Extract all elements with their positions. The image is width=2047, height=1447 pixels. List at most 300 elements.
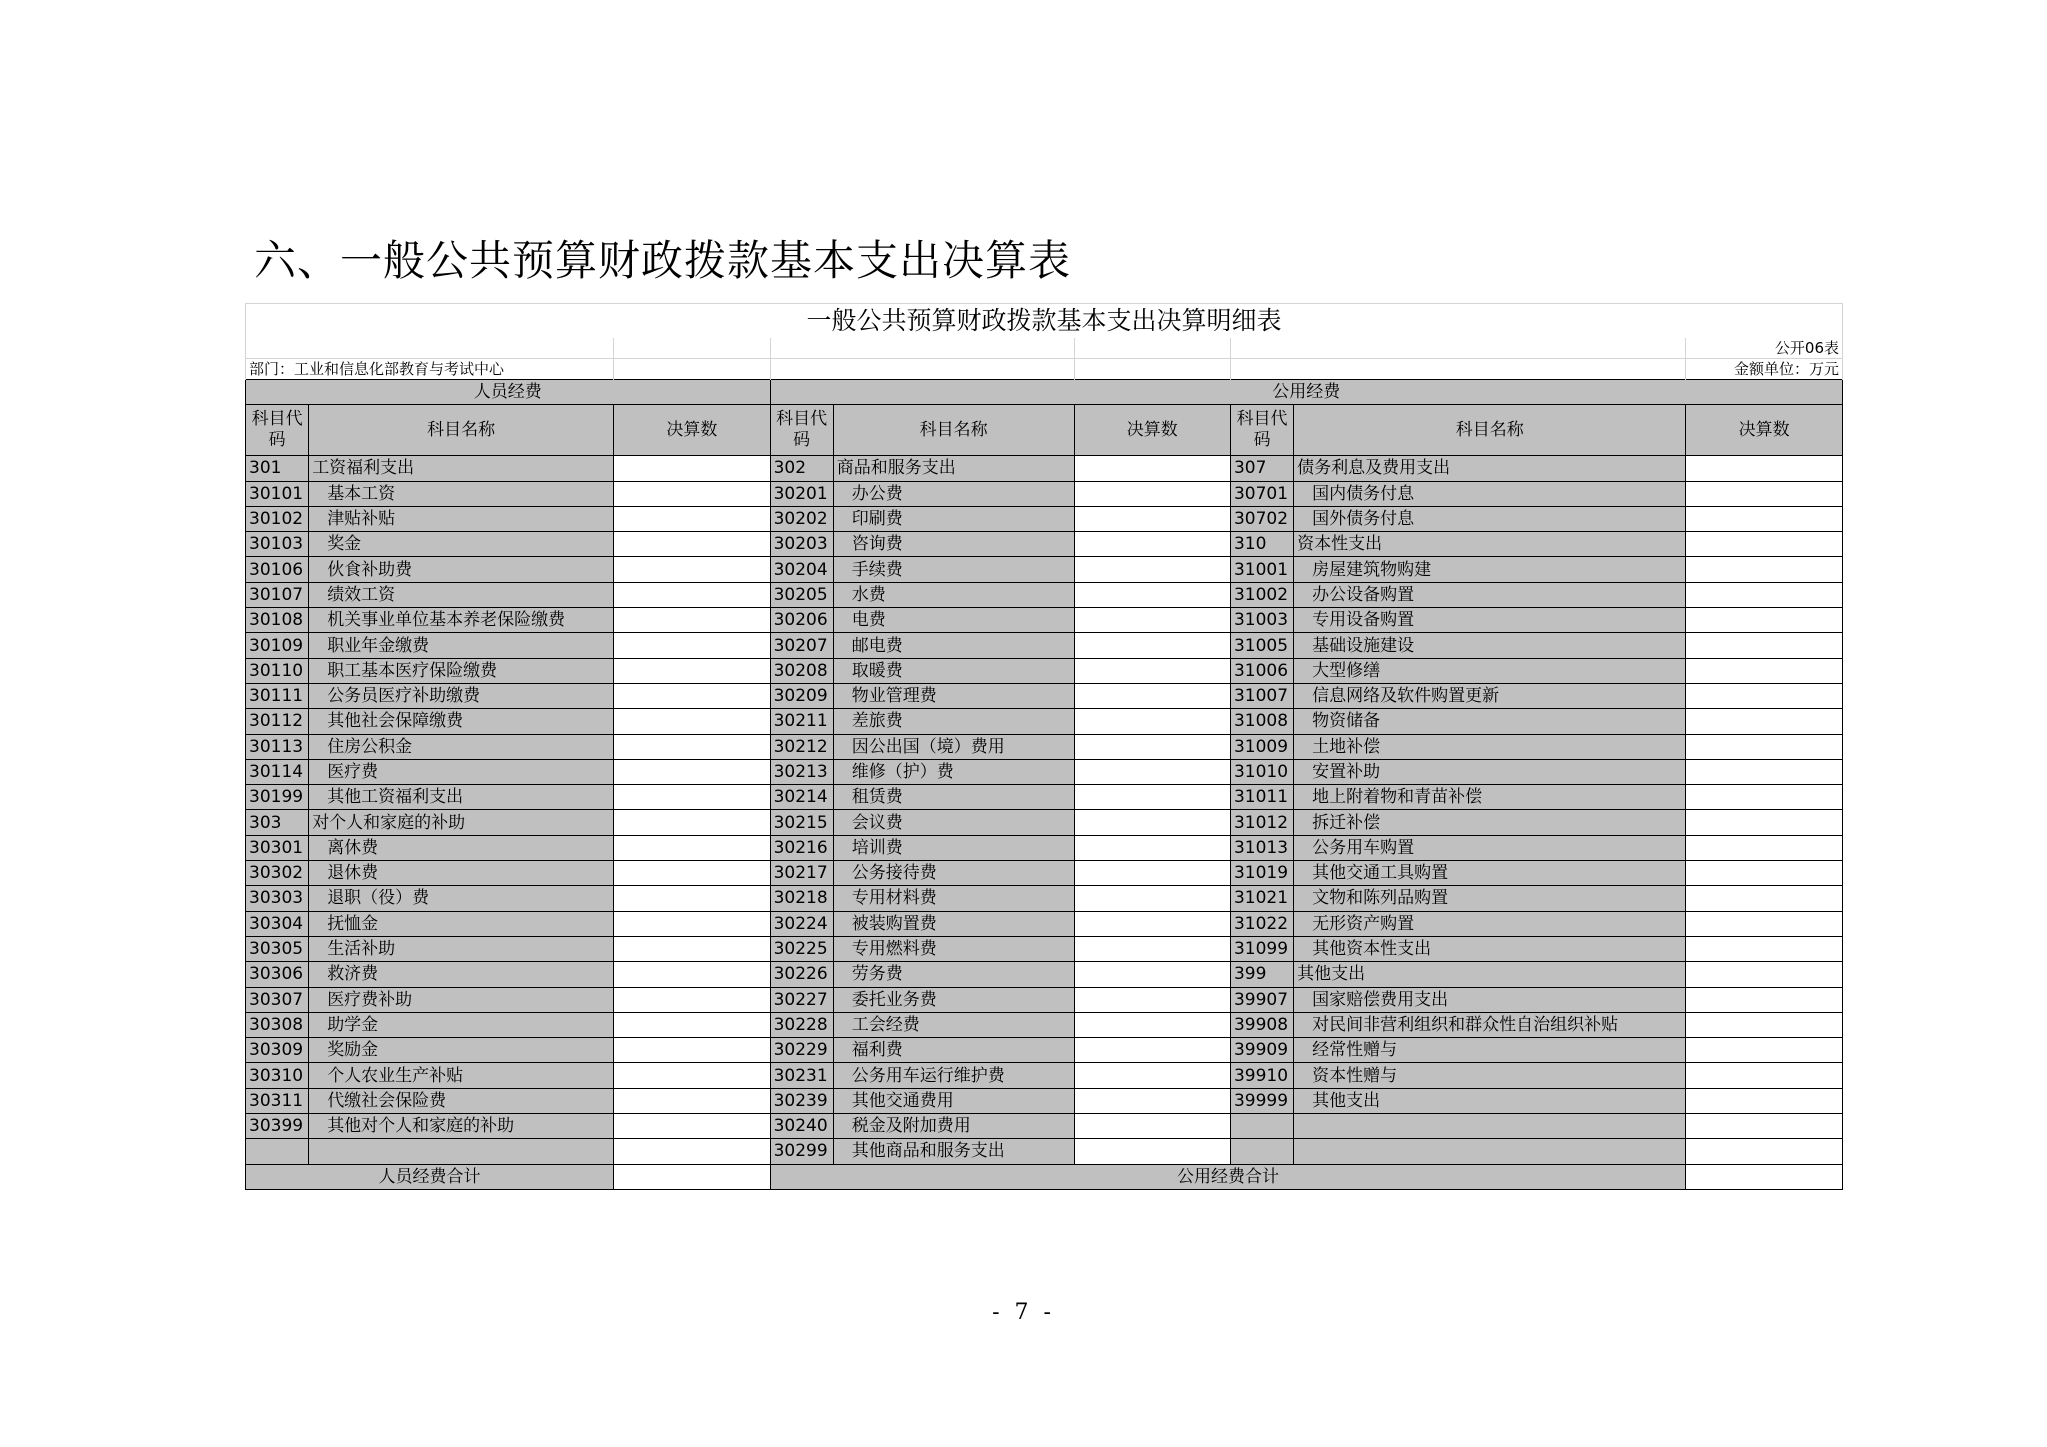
subject-code: 31008 bbox=[1230, 709, 1293, 734]
amount-cell bbox=[614, 582, 770, 607]
amount-cell bbox=[1074, 861, 1230, 886]
subject-code: 30211 bbox=[770, 709, 833, 734]
subject-code: 30112 bbox=[246, 709, 309, 734]
subject-name: 电费 bbox=[833, 608, 1074, 633]
subject-name: 住房公积金 bbox=[309, 734, 614, 759]
amount-cell bbox=[1686, 962, 1843, 987]
subject-name: 专用燃料费 bbox=[833, 936, 1074, 961]
amount-cell bbox=[1074, 734, 1230, 759]
amount-cell bbox=[1074, 835, 1230, 860]
amount-cell bbox=[1074, 683, 1230, 708]
subject-name: 资本性赠与 bbox=[1294, 1063, 1686, 1088]
subject-name: 退休费 bbox=[309, 861, 614, 886]
amount-cell bbox=[614, 936, 770, 961]
amount-cell bbox=[1686, 810, 1843, 835]
subject-code: 31003 bbox=[1230, 608, 1293, 633]
subject-code: 30231 bbox=[770, 1063, 833, 1088]
subject-name bbox=[1294, 1114, 1686, 1139]
subject-code: 30103 bbox=[246, 532, 309, 557]
amount-cell bbox=[1686, 633, 1843, 658]
amount-cell bbox=[1074, 1038, 1230, 1063]
amount-cell bbox=[1686, 1139, 1843, 1164]
subject-name: 救济费 bbox=[309, 962, 614, 987]
subject-code: 31011 bbox=[1230, 785, 1293, 810]
table-row bbox=[246, 506, 1843, 531]
amount-cell bbox=[1686, 658, 1843, 683]
amount-cell bbox=[1074, 633, 1230, 658]
amount-cell bbox=[1686, 1012, 1843, 1037]
subject-code: 30214 bbox=[770, 785, 833, 810]
table-row bbox=[246, 886, 1843, 911]
subject-code bbox=[1230, 1114, 1293, 1139]
subject-name: 邮电费 bbox=[833, 633, 1074, 658]
subject-name: 劳务费 bbox=[833, 962, 1074, 987]
subject-name: 对个人和家庭的补助 bbox=[309, 810, 614, 835]
amount-cell bbox=[614, 734, 770, 759]
table-row bbox=[246, 1139, 1843, 1164]
subject-name: 基础设施建设 bbox=[1294, 633, 1686, 658]
subject-code: 30203 bbox=[770, 532, 833, 557]
subject-name: 个人农业生产补贴 bbox=[309, 1063, 614, 1088]
subject-code: 31019 bbox=[1230, 861, 1293, 886]
subject-name: 伙食补助费 bbox=[309, 557, 614, 582]
subject-name: 因公出国（境）费用 bbox=[833, 734, 1074, 759]
subject-code: 39910 bbox=[1230, 1063, 1293, 1088]
amount-cell bbox=[1686, 1038, 1843, 1063]
amount-cell bbox=[1686, 1063, 1843, 1088]
table-row bbox=[246, 608, 1843, 633]
subject-name: 国外债务付息 bbox=[1294, 506, 1686, 531]
subject-name: 印刷费 bbox=[833, 506, 1074, 531]
subject-name: 机关事业单位基本养老保险缴费 bbox=[309, 608, 614, 633]
col-amount-header: 决算数 bbox=[1686, 405, 1843, 456]
subject-code: 30213 bbox=[770, 759, 833, 784]
subject-code: 30310 bbox=[246, 1063, 309, 1088]
amount-cell bbox=[614, 785, 770, 810]
subject-code: 30107 bbox=[246, 582, 309, 607]
subject-code: 30205 bbox=[770, 582, 833, 607]
subject-name: 助学金 bbox=[309, 1012, 614, 1037]
amount-cell bbox=[1074, 481, 1230, 506]
amount-cell bbox=[614, 633, 770, 658]
department-label: 部门：工业和信息化部教育与考试中心 bbox=[246, 359, 614, 380]
subject-code: 31007 bbox=[1230, 683, 1293, 708]
amount-cell bbox=[1686, 1088, 1843, 1113]
subject-name: 差旅费 bbox=[833, 709, 1074, 734]
table-row bbox=[246, 1038, 1843, 1063]
table-row bbox=[246, 936, 1843, 961]
amount-cell bbox=[614, 1139, 770, 1164]
subject-code: 30227 bbox=[770, 987, 833, 1012]
subject-code: 30215 bbox=[770, 810, 833, 835]
subject-code: 30228 bbox=[770, 1012, 833, 1037]
subject-code: 30701 bbox=[1230, 481, 1293, 506]
amount-cell bbox=[1074, 709, 1230, 734]
subject-name: 退职（役）费 bbox=[309, 886, 614, 911]
subject-code: 30217 bbox=[770, 861, 833, 886]
amount-cell bbox=[1686, 557, 1843, 582]
subject-code: 30212 bbox=[770, 734, 833, 759]
subject-code: 303 bbox=[246, 810, 309, 835]
amount-cell bbox=[1074, 886, 1230, 911]
amount-cell bbox=[1074, 1139, 1230, 1164]
subject-code: 301 bbox=[246, 456, 309, 481]
subject-name: 国内债务付息 bbox=[1294, 481, 1686, 506]
subject-name: 取暖费 bbox=[833, 658, 1074, 683]
subject-code: 30308 bbox=[246, 1012, 309, 1037]
subject-code: 30111 bbox=[246, 683, 309, 708]
expenditure-detail-table bbox=[245, 303, 1843, 1190]
subject-name: 其他支出 bbox=[1294, 1088, 1686, 1113]
subject-name: 职业年金缴费 bbox=[309, 633, 614, 658]
subject-code: 30113 bbox=[246, 734, 309, 759]
amount-cell bbox=[614, 759, 770, 784]
subject-code: 30216 bbox=[770, 835, 833, 860]
amount-cell bbox=[614, 911, 770, 936]
col-amount-header: 决算数 bbox=[614, 405, 770, 456]
subject-name: 租赁费 bbox=[833, 785, 1074, 810]
subject-code: 31012 bbox=[1230, 810, 1293, 835]
subject-name: 水费 bbox=[833, 582, 1074, 607]
subject-code: 39909 bbox=[1230, 1038, 1293, 1063]
subject-code: 302 bbox=[770, 456, 833, 481]
amount-cell bbox=[614, 962, 770, 987]
amount-cell bbox=[1074, 582, 1230, 607]
amount-cell bbox=[614, 1088, 770, 1113]
table-row bbox=[246, 683, 1843, 708]
amount-cell bbox=[1074, 1088, 1230, 1113]
subject-code: 31013 bbox=[1230, 835, 1293, 860]
table-row bbox=[246, 456, 1843, 481]
subject-code: 31005 bbox=[1230, 633, 1293, 658]
table-row bbox=[246, 557, 1843, 582]
subject-code: 30239 bbox=[770, 1088, 833, 1113]
subject-name: 信息网络及软件购置更新 bbox=[1294, 683, 1686, 708]
subject-name: 津贴补贴 bbox=[309, 506, 614, 531]
subject-name: 文物和陈列品购置 bbox=[1294, 886, 1686, 911]
subject-code: 30199 bbox=[246, 785, 309, 810]
amount-cell bbox=[614, 886, 770, 911]
subject-code: 39907 bbox=[1230, 987, 1293, 1012]
amount-cell bbox=[1686, 608, 1843, 633]
subject-code: 30304 bbox=[246, 911, 309, 936]
table-title: 一般公共预算财政拨款基本支出决算明细表 bbox=[246, 304, 1843, 339]
table-row bbox=[246, 1012, 1843, 1037]
subject-code: 30306 bbox=[246, 962, 309, 987]
subject-code: 30399 bbox=[246, 1114, 309, 1139]
subject-code: 30101 bbox=[246, 481, 309, 506]
subject-name: 办公设备购置 bbox=[1294, 582, 1686, 607]
table-row bbox=[246, 987, 1843, 1012]
subject-name: 抚恤金 bbox=[309, 911, 614, 936]
subject-name: 公务接待费 bbox=[833, 861, 1074, 886]
subject-code: 30207 bbox=[770, 633, 833, 658]
amount-cell bbox=[1074, 1063, 1230, 1088]
table-row bbox=[246, 582, 1843, 607]
subject-code: 30208 bbox=[770, 658, 833, 683]
subject-name: 地上附着物和青苗补偿 bbox=[1294, 785, 1686, 810]
table-row bbox=[246, 785, 1843, 810]
subject-code: 31099 bbox=[1230, 936, 1293, 961]
table-row bbox=[246, 481, 1843, 506]
amount-cell bbox=[1686, 481, 1843, 506]
subject-code: 30305 bbox=[246, 936, 309, 961]
subject-code: 31021 bbox=[1230, 886, 1293, 911]
subject-name: 会议费 bbox=[833, 810, 1074, 835]
page-number: - 7 - bbox=[992, 1300, 1055, 1325]
table-row bbox=[246, 633, 1843, 658]
amount-cell bbox=[1686, 987, 1843, 1012]
amount-cell bbox=[1074, 557, 1230, 582]
amount-cell bbox=[614, 532, 770, 557]
amount-cell bbox=[1686, 785, 1843, 810]
subject-code: 30204 bbox=[770, 557, 833, 582]
total-personnel-label: 人员经费合计 bbox=[246, 1164, 614, 1189]
subject-code: 31010 bbox=[1230, 759, 1293, 784]
amount-cell bbox=[1686, 532, 1843, 557]
subject-name: 职工基本医疗保险缴费 bbox=[309, 658, 614, 683]
amount-cell bbox=[614, 861, 770, 886]
subject-code: 30108 bbox=[246, 608, 309, 633]
subject-name: 其他交通费用 bbox=[833, 1088, 1074, 1113]
subject-code: 307 bbox=[1230, 456, 1293, 481]
subject-name: 土地补偿 bbox=[1294, 734, 1686, 759]
table-row bbox=[246, 1088, 1843, 1113]
subject-code: 31002 bbox=[1230, 582, 1293, 607]
subject-name: 被装购置费 bbox=[833, 911, 1074, 936]
table-row bbox=[246, 962, 1843, 987]
subject-code: 30102 bbox=[246, 506, 309, 531]
subject-code: 31022 bbox=[1230, 911, 1293, 936]
subject-name: 手续费 bbox=[833, 557, 1074, 582]
subject-code: 30114 bbox=[246, 759, 309, 784]
subject-name: 税金及附加费用 bbox=[833, 1114, 1074, 1139]
amount-cell bbox=[1686, 734, 1843, 759]
subject-code: 30302 bbox=[246, 861, 309, 886]
total-public-amount bbox=[1686, 1164, 1843, 1189]
subject-name: 工会经费 bbox=[833, 1012, 1074, 1037]
section-public-header: 公用经费 bbox=[770, 380, 1842, 405]
col-amount-header: 决算数 bbox=[1074, 405, 1230, 456]
subject-code: 30106 bbox=[246, 557, 309, 582]
subject-name: 工资福利支出 bbox=[309, 456, 614, 481]
subject-name: 医疗费补助 bbox=[309, 987, 614, 1012]
subject-code: 39908 bbox=[1230, 1012, 1293, 1037]
col-name-header: 科目名称 bbox=[1294, 405, 1686, 456]
subject-code: 30225 bbox=[770, 936, 833, 961]
subject-code: 30110 bbox=[246, 658, 309, 683]
unit-label: 金额单位：万元 bbox=[1686, 359, 1843, 380]
subject-name: 对民间非营利组织和群众性自治组织补贴 bbox=[1294, 1012, 1686, 1037]
table-row bbox=[246, 810, 1843, 835]
amount-cell bbox=[614, 987, 770, 1012]
subject-name: 医疗费 bbox=[309, 759, 614, 784]
amount-cell bbox=[1686, 1114, 1843, 1139]
subject-name: 大型修缮 bbox=[1294, 658, 1686, 683]
table-row bbox=[246, 759, 1843, 784]
table-row bbox=[246, 1063, 1843, 1088]
amount-cell bbox=[1074, 911, 1230, 936]
table-row bbox=[246, 861, 1843, 886]
amount-cell bbox=[1074, 456, 1230, 481]
subject-name: 其他对个人和家庭的补助 bbox=[309, 1114, 614, 1139]
amount-cell bbox=[614, 456, 770, 481]
amount-cell bbox=[614, 1114, 770, 1139]
subject-name: 物业管理费 bbox=[833, 683, 1074, 708]
subject-code: 30301 bbox=[246, 835, 309, 860]
subject-code: 30309 bbox=[246, 1038, 309, 1063]
subject-code: 310 bbox=[1230, 532, 1293, 557]
subject-code bbox=[246, 1139, 309, 1164]
amount-cell bbox=[614, 1063, 770, 1088]
amount-cell bbox=[1686, 835, 1843, 860]
amount-cell bbox=[614, 481, 770, 506]
amount-cell bbox=[614, 1012, 770, 1037]
amount-cell bbox=[1686, 886, 1843, 911]
subject-code: 30303 bbox=[246, 886, 309, 911]
subject-name: 公务用车运行维护费 bbox=[833, 1063, 1074, 1088]
subject-code: 30229 bbox=[770, 1038, 833, 1063]
table-row bbox=[246, 911, 1843, 936]
amount-cell bbox=[1686, 709, 1843, 734]
subject-code: 399 bbox=[1230, 962, 1293, 987]
col-code-header: 科目代码 bbox=[770, 405, 833, 456]
amount-cell bbox=[1686, 456, 1843, 481]
page-title: 六、一般公共预算财政拨款基本支出决算表 bbox=[254, 236, 1072, 285]
amount-cell bbox=[1074, 785, 1230, 810]
total-personnel-amount bbox=[614, 1164, 770, 1189]
subject-code: 31009 bbox=[1230, 734, 1293, 759]
amount-cell bbox=[1074, 987, 1230, 1012]
subject-name: 商品和服务支出 bbox=[833, 456, 1074, 481]
amount-cell bbox=[1074, 532, 1230, 557]
form-code: 公开06表 bbox=[1686, 338, 1843, 359]
subject-code: 30226 bbox=[770, 962, 833, 987]
subject-code: 30206 bbox=[770, 608, 833, 633]
total-public-label: 公用经费合计 bbox=[770, 1164, 1686, 1189]
amount-cell bbox=[1074, 759, 1230, 784]
subject-code: 30240 bbox=[770, 1114, 833, 1139]
amount-cell bbox=[1074, 962, 1230, 987]
subject-name: 其他社会保障缴费 bbox=[309, 709, 614, 734]
amount-cell bbox=[1686, 911, 1843, 936]
subject-name: 奖金 bbox=[309, 532, 614, 557]
amount-cell bbox=[1074, 1114, 1230, 1139]
subject-name: 委托业务费 bbox=[833, 987, 1074, 1012]
subject-name: 基本工资 bbox=[309, 481, 614, 506]
table-row bbox=[246, 658, 1843, 683]
amount-cell bbox=[614, 810, 770, 835]
table-row bbox=[246, 1114, 1843, 1139]
subject-name: 绩效工资 bbox=[309, 582, 614, 607]
col-code-header: 科目代码 bbox=[1230, 405, 1293, 456]
subject-name: 安置补助 bbox=[1294, 759, 1686, 784]
subject-code: 30109 bbox=[246, 633, 309, 658]
subject-name: 福利费 bbox=[833, 1038, 1074, 1063]
subject-name: 奖励金 bbox=[309, 1038, 614, 1063]
subject-name: 债务利息及费用支出 bbox=[1294, 456, 1686, 481]
subject-name: 生活补助 bbox=[309, 936, 614, 961]
subject-code: 31001 bbox=[1230, 557, 1293, 582]
subject-code: 31006 bbox=[1230, 658, 1293, 683]
subject-code: 30299 bbox=[770, 1139, 833, 1164]
table-row bbox=[246, 709, 1843, 734]
amount-cell bbox=[614, 557, 770, 582]
amount-cell bbox=[614, 709, 770, 734]
subject-name: 国家赔偿费用支出 bbox=[1294, 987, 1686, 1012]
subject-code: 30201 bbox=[770, 481, 833, 506]
table-row bbox=[246, 734, 1843, 759]
subject-name: 房屋建筑物购建 bbox=[1294, 557, 1686, 582]
subject-name: 其他商品和服务支出 bbox=[833, 1139, 1074, 1164]
col-code-header: 科目代码 bbox=[246, 405, 309, 456]
subject-name: 专用材料费 bbox=[833, 886, 1074, 911]
subject-name: 其他支出 bbox=[1294, 962, 1686, 987]
subject-name: 其他资本性支出 bbox=[1294, 936, 1686, 961]
subject-name bbox=[309, 1139, 614, 1164]
table-row bbox=[246, 532, 1843, 557]
amount-cell bbox=[1074, 658, 1230, 683]
amount-cell bbox=[1074, 506, 1230, 531]
subject-name: 专用设备购置 bbox=[1294, 608, 1686, 633]
subject-name: 离休费 bbox=[309, 835, 614, 860]
amount-cell bbox=[1686, 506, 1843, 531]
subject-code: 30218 bbox=[770, 886, 833, 911]
amount-cell bbox=[614, 506, 770, 531]
subject-code: 39999 bbox=[1230, 1088, 1293, 1113]
subject-name: 培训费 bbox=[833, 835, 1074, 860]
amount-cell bbox=[614, 835, 770, 860]
amount-cell bbox=[1686, 683, 1843, 708]
subject-name: 公务员医疗补助缴费 bbox=[309, 683, 614, 708]
amount-cell bbox=[614, 1038, 770, 1063]
subject-code: 30702 bbox=[1230, 506, 1293, 531]
subject-name: 维修（护）费 bbox=[833, 759, 1074, 784]
subject-name bbox=[1294, 1139, 1686, 1164]
section-personnel-header: 人员经费 bbox=[246, 380, 771, 405]
subject-name: 无形资产购置 bbox=[1294, 911, 1686, 936]
amount-cell bbox=[1686, 759, 1843, 784]
amount-cell bbox=[1074, 608, 1230, 633]
subject-code bbox=[1230, 1139, 1293, 1164]
subject-name: 资本性支出 bbox=[1294, 532, 1686, 557]
subject-name: 办公费 bbox=[833, 481, 1074, 506]
subject-name: 物资储备 bbox=[1294, 709, 1686, 734]
amount-cell bbox=[1686, 861, 1843, 886]
subject-name: 其他工资福利支出 bbox=[309, 785, 614, 810]
subject-name: 拆迁补偿 bbox=[1294, 810, 1686, 835]
subject-name: 经常性赠与 bbox=[1294, 1038, 1686, 1063]
amount-cell bbox=[614, 658, 770, 683]
amount-cell bbox=[614, 608, 770, 633]
amount-cell bbox=[1074, 936, 1230, 961]
subject-name: 代缴社会保险费 bbox=[309, 1088, 614, 1113]
amount-cell bbox=[1686, 582, 1843, 607]
amount-cell bbox=[1074, 810, 1230, 835]
subject-code: 30202 bbox=[770, 506, 833, 531]
amount-cell bbox=[1686, 936, 1843, 961]
amount-cell bbox=[614, 683, 770, 708]
subject-name: 公务用车购置 bbox=[1294, 835, 1686, 860]
subject-code: 30209 bbox=[770, 683, 833, 708]
subject-code: 30311 bbox=[246, 1088, 309, 1113]
col-name-header: 科目名称 bbox=[833, 405, 1074, 456]
amount-cell bbox=[1074, 1012, 1230, 1037]
col-name-header: 科目名称 bbox=[309, 405, 614, 456]
subject-code: 30307 bbox=[246, 987, 309, 1012]
subject-name: 其他交通工具购置 bbox=[1294, 861, 1686, 886]
subject-name: 咨询费 bbox=[833, 532, 1074, 557]
